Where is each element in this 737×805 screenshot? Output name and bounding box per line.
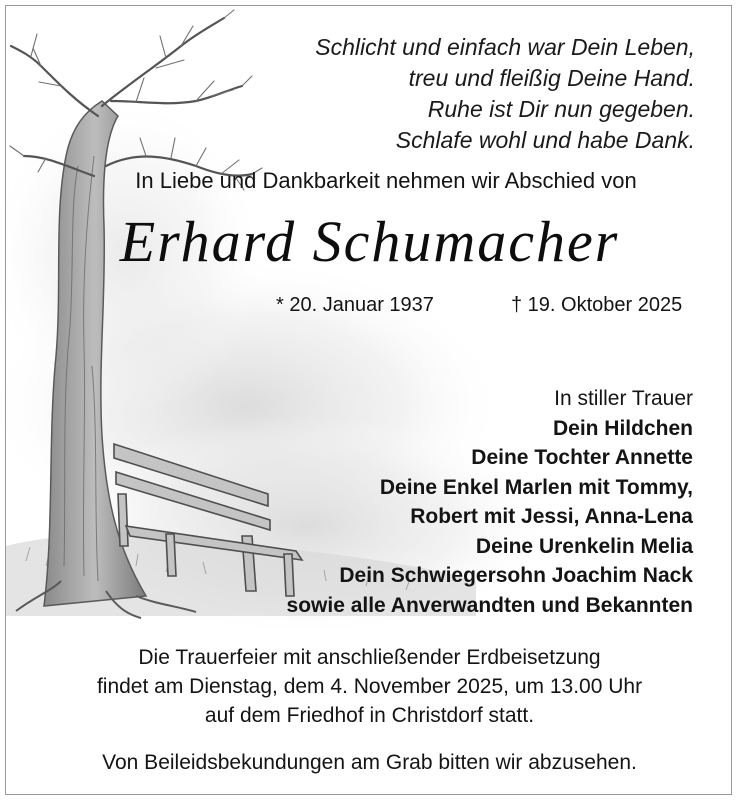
mourner-line: Dein Schwiegersohn Joachim Nack bbox=[339, 564, 693, 587]
mourner-line: Robert mit Jessi, Anna-Lena bbox=[410, 505, 693, 528]
memorial-poem bbox=[175, 32, 695, 156]
service-line: findet am Dienstag, dem 4. November 2025, um 13.00 Uhr bbox=[96, 675, 643, 698]
mourner-line: Deine Enkel Marlen mit Tommy, bbox=[379, 475, 693, 499]
funeral-service-info bbox=[6, 643, 732, 730]
service-line: auf dem Friedhof in Christdorf statt. bbox=[204, 704, 535, 727]
mourner-line: Deine Urenkelin Melia bbox=[475, 534, 693, 558]
mourner-line: Dein Hildchen bbox=[552, 416, 693, 440]
birth-date: * 20. Januar 1937 bbox=[276, 294, 434, 316]
death-date: † 19. Oktober 2025 bbox=[511, 294, 683, 316]
service-line: Die Trauerfeier mit anschließender Erdbeisetzung bbox=[138, 646, 601, 669]
condolence-note: Von Beileidsbekundungen am Grab bitten wir abzusehen. bbox=[102, 751, 637, 774]
poem-line: Ruhe ist Dir nun gegeben. bbox=[427, 96, 695, 122]
mourners-lead: In stiller Trauer bbox=[554, 387, 693, 410]
obituary-notice bbox=[5, 5, 732, 795]
mourner-line: sowie alle Anverwandten und Bekannten bbox=[286, 593, 693, 617]
deceased-name: Erhard Schumacher bbox=[119, 209, 620, 274]
mourners-list bbox=[133, 384, 693, 620]
farewell-intro: In Liebe und Dankbarkeit nehmen wir Abschied von bbox=[135, 168, 637, 193]
mourner-line: Deine Tochter Annette bbox=[471, 446, 693, 469]
poem-line: Schlicht und einfach war Dein Leben, bbox=[315, 34, 695, 60]
poem-line: Schlafe wohl und habe Dank. bbox=[395, 127, 695, 153]
poem-line: treu und fleißig Deine Hand. bbox=[408, 65, 695, 91]
